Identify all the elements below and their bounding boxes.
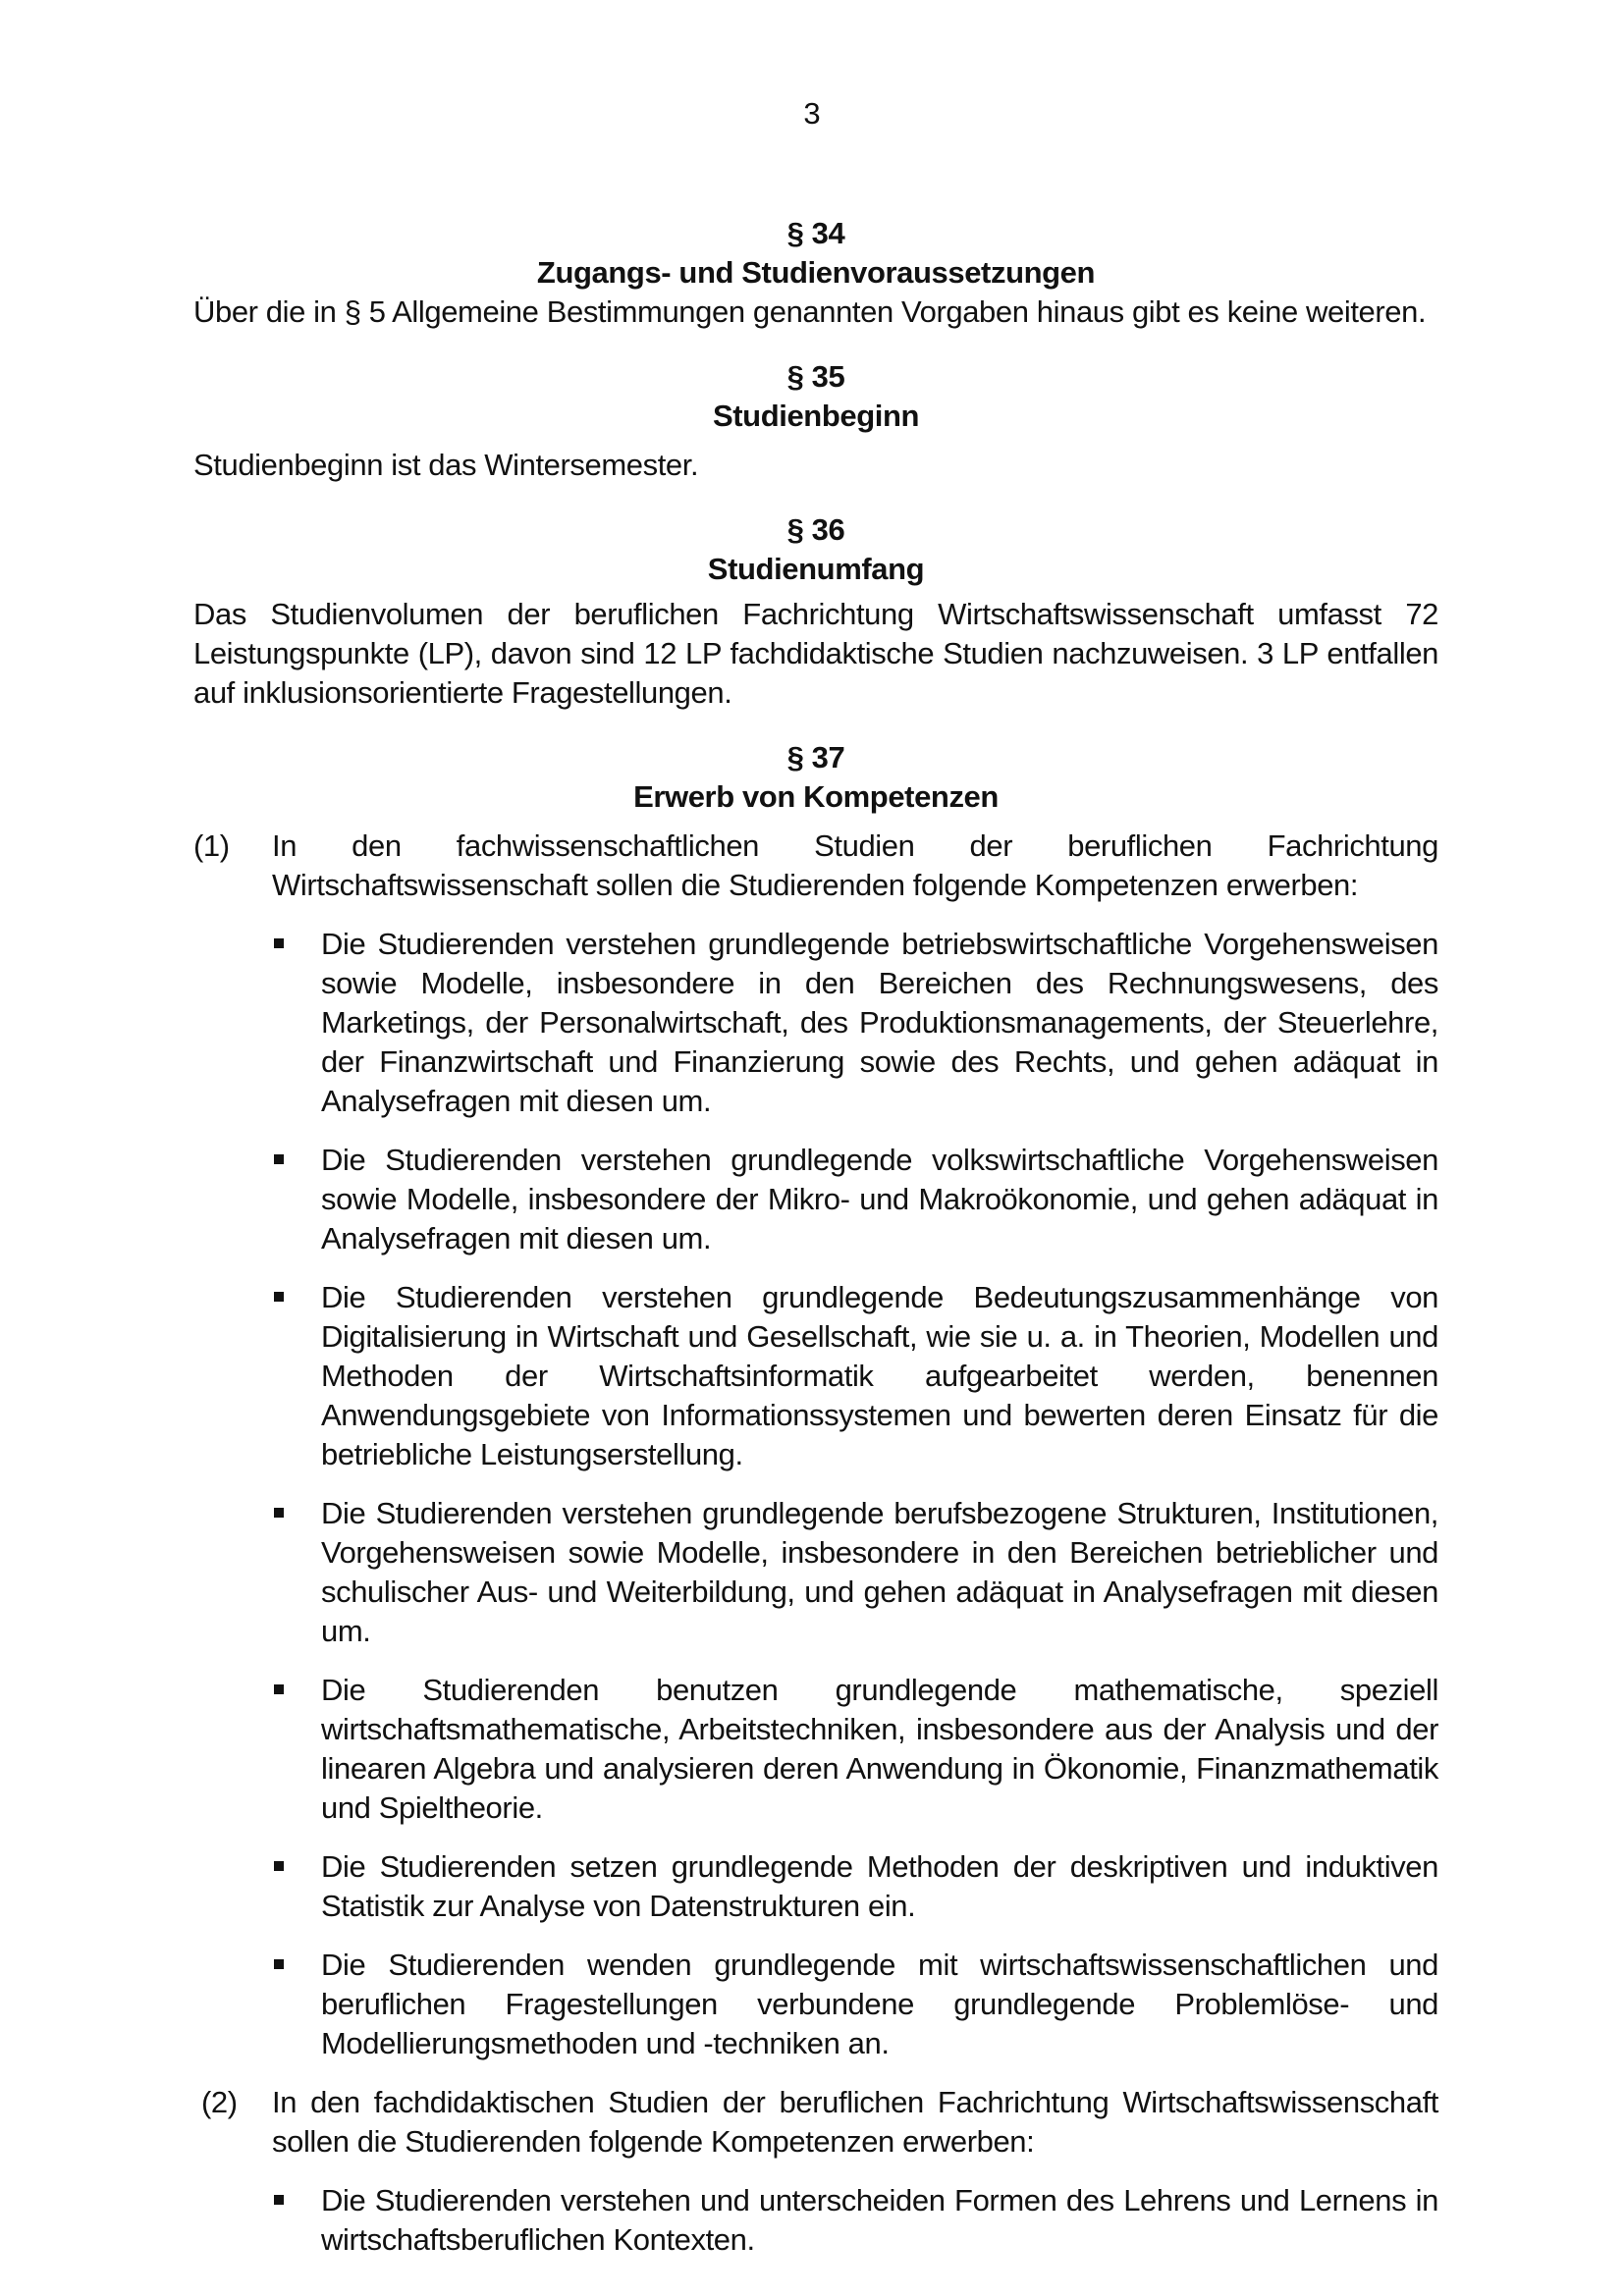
- square-bullet-icon: [193, 1278, 321, 1474]
- list-item: [193, 1141, 1438, 1258]
- square-bullet-icon: [193, 1946, 321, 2063]
- list-item: [193, 2181, 1438, 2260]
- section-number: § 34: [786, 216, 845, 250]
- bullet-text: Die Studierenden setzen grundlegende Methoden der deskriptiven und induktiven Statistik zur Analyse von Datenstrukturen ein.: [321, 1849, 1438, 1923]
- list-item: [193, 1494, 1438, 1651]
- bullet-text: Die Studierenden wenden grundlegende mit wirtschaftswissenschaftlichen und beruflichen Fragestellungen verbundene grundlegende Problemlöse- und Modellierungsmethoden und -techniken an.: [321, 1948, 1438, 2060]
- page-number: 3: [803, 96, 821, 131]
- paragraph-2: [193, 2083, 1438, 2162]
- section-title: Erwerb von Kompetenzen: [633, 779, 999, 814]
- section-title: Studienumfang: [707, 552, 925, 586]
- paragraph-text: In den fachdidaktischen Studien der beruflichen Fachrichtung Wirtschaftswissenschaft sollen die Studierenden folgende Kompetenzen erwerben:: [272, 2085, 1438, 2159]
- section-title: Studienbeginn: [712, 399, 920, 433]
- section-36: [193, 510, 1438, 713]
- section-heading: [193, 738, 1438, 817]
- section-number: § 36: [786, 512, 845, 547]
- paragraph-text: In den fachwissenschaftlichen Studien der beruflichen Fachrichtung Wirtschaftswissenschaft sollen die Studierenden folgende Kompetenzen erwerben:: [272, 828, 1438, 902]
- section-heading: [193, 510, 1438, 589]
- section-heading: [193, 357, 1438, 436]
- paragraph-1: [193, 827, 1438, 905]
- bullet-list: [193, 925, 1438, 2063]
- square-bullet-icon: [193, 1847, 321, 1926]
- section-text: Studienbeginn ist das Wintersemester.: [193, 448, 699, 482]
- bullet-list: [193, 2181, 1438, 2260]
- square-bullet-icon: [193, 1141, 321, 1258]
- section-34: [193, 214, 1438, 332]
- list-item: [193, 1946, 1438, 2063]
- section-text: Über die in § 5 Allgemeine Bestimmungen genannten Vorgaben hinaus gibt es keine weiteren.: [193, 294, 1427, 329]
- square-bullet-icon: [193, 2181, 321, 2260]
- section-heading: [193, 214, 1438, 293]
- bullet-text: Die Studierenden benutzen grundlegende mathematische, speziell wirtschaftsmathematische, Arbeitstechniken, insbesondere aus der Analysis und der linearen Algebra und analysieren deren Anwendung in Ökonomie, Finanzmathematik und Spieltheorie.: [321, 1673, 1438, 1825]
- square-bullet-icon: [193, 925, 321, 1121]
- section-number: § 37: [786, 740, 845, 774]
- bullet-text: Die Studierenden verstehen grundlegende Bedeutungszusammenhänge von Digitalisierung in Wirtschaft und Gesellschaft, wie sie u. a. in Theorien, Modellen und Methoden der Wirtschaftsinformatik aufgearbeitet werden, benennen Anwendungsgebiete von Informationssystemen und bewerten deren Einsatz für die betriebliche Leistungserstellung.: [321, 1280, 1438, 1471]
- list-item: [193, 925, 1438, 1121]
- document-body: [193, 214, 1438, 2285]
- square-bullet-icon: [193, 1671, 321, 1828]
- list-item: [193, 1671, 1438, 1828]
- section-title: Zugangs- und Studienvoraussetzungen: [536, 255, 1096, 290]
- section-37: [193, 738, 1438, 2260]
- square-bullet-icon: [193, 1494, 321, 1651]
- list-item: [193, 1847, 1438, 1926]
- section-number: § 35: [786, 359, 845, 394]
- bullet-text: Die Studierenden verstehen grundlegende berufsbezogene Strukturen, Institutionen, Vorgehensweisen sowie Modelle, insbesondere in den Bereichen betrieblicher und schulischer Aus- und Weiterbildung, und gehen adäquat in Analysefragen mit diesen um.: [321, 1496, 1438, 1648]
- bullet-text: Die Studierenden verstehen grundlegende betriebswirtschaftliche Vorgehensweisen sowie Modelle, insbesondere in den Bereichen des Rechnungswesens, des Marketings, der Personalwirtschaft, des Produktionsmanagements, der Steuerlehre, der Finanzwirtschaft und Finanzierung sowie des Rechts, und gehen adäquat in Analysefragen mit diesen um.: [321, 927, 1438, 1118]
- bullet-text: Die Studierenden verstehen und unterscheiden Formen des Lehrens und Lernens in wirtschaftsberuflichen Kontexten.: [321, 2183, 1438, 2257]
- section-35: [193, 357, 1438, 485]
- paragraph-number: (2): [201, 2085, 238, 2119]
- list-item: [193, 1278, 1438, 1474]
- bullet-text: Die Studierenden verstehen grundlegende volkswirtschaftliche Vorgehensweisen sowie Modelle, insbesondere der Mikro- und Makroökonomie, und gehen adäquat in Analysefragen mit diesen um.: [321, 1143, 1438, 1255]
- section-text: Das Studienvolumen der beruflichen Fachrichtung Wirtschaftswissenschaft umfasst 72 Leistungspunkte (LP), davon sind 12 LP fachdidaktische Studien nachzuweisen. 3 LP entfallen auf inklusionsorientierte Fragestellungen.: [193, 597, 1438, 710]
- paragraph-number: (1): [193, 828, 230, 863]
